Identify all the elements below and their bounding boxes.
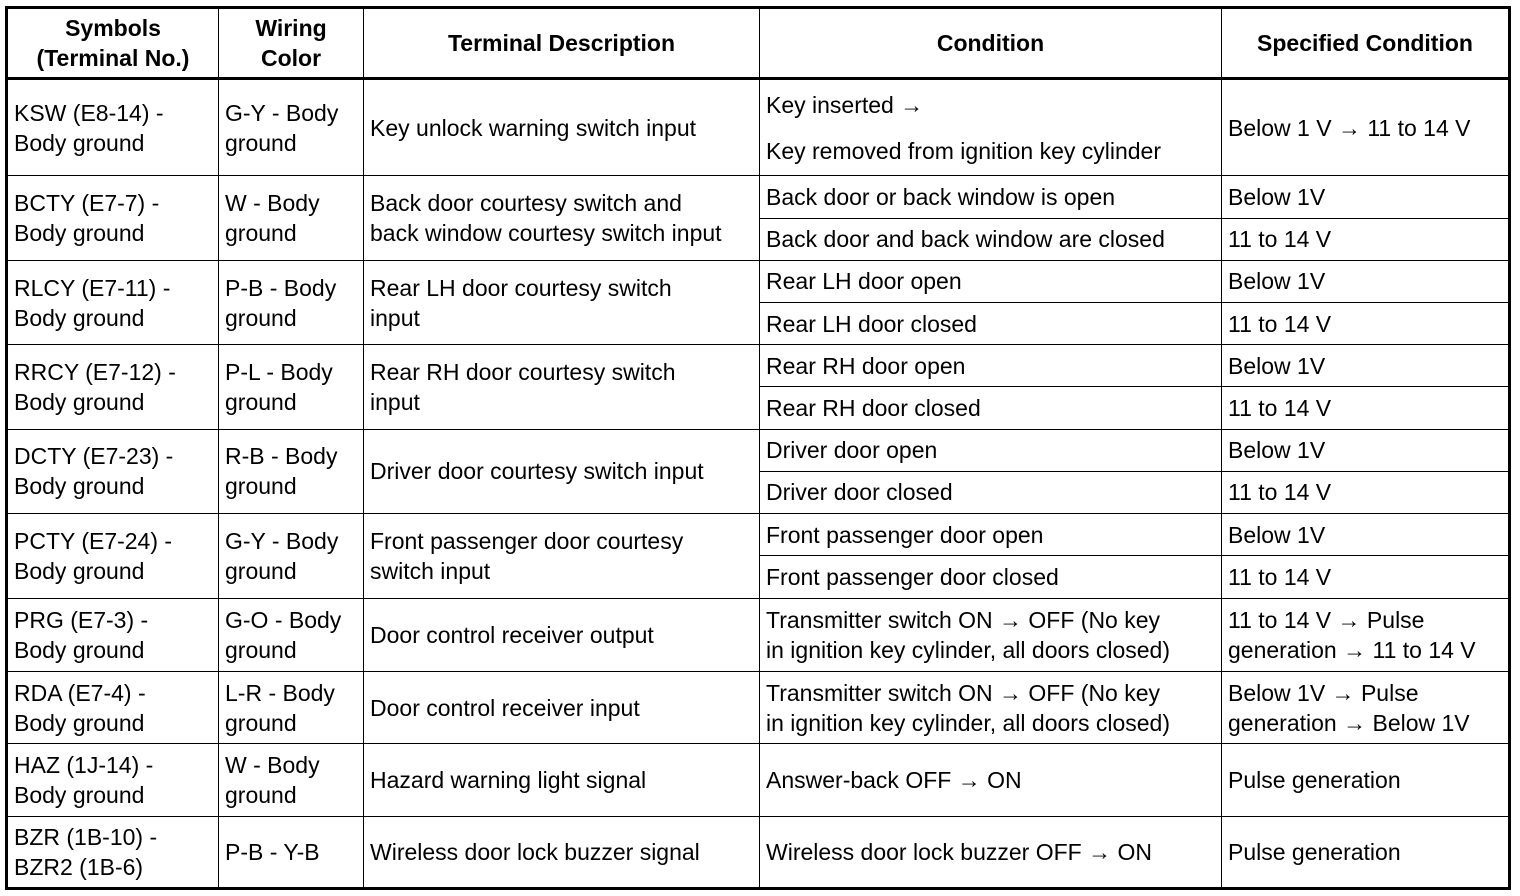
symbol-line-1: RDA (E7-4) -: [14, 679, 146, 706]
symbol-line-2: Body ground: [14, 781, 145, 808]
condition-cell: [760, 429, 1222, 471]
condition-cell: [760, 598, 1222, 671]
symbol-line-2: BZR2 (1B-6): [14, 853, 144, 880]
description-line-2: back window courtesy switch input: [370, 220, 722, 247]
condition-line-2: in ignition key cylinder, all doors closed): [766, 636, 1170, 663]
specified-condition-cell: [1222, 345, 1510, 387]
wiring-color-cell: [219, 598, 364, 671]
symbol-cell: [7, 260, 219, 344]
condition-cell: [760, 744, 1222, 816]
wiring-line-1: G-Y - Body: [225, 527, 339, 554]
specified-condition-cell: [1222, 260, 1510, 302]
wiring-color-cell: [219, 79, 364, 176]
specified-line-1: Below 1V: [1228, 184, 1326, 211]
specified-condition-cell: [1222, 429, 1510, 471]
terminal-description-cell: [364, 816, 760, 888]
description-line-1: Key unlock warning switch input: [370, 114, 696, 141]
wiring-line-2: ground: [225, 709, 297, 736]
condition-line-1: Rear RH door open: [766, 352, 966, 379]
wiring-line-2: ground: [225, 304, 297, 331]
header-condition: Condition: [760, 8, 1222, 79]
condition-cell: [760, 556, 1222, 598]
table-row: [7, 260, 1510, 302]
description-line-1: Driver door courtesy switch input: [370, 458, 704, 485]
symbol-line-1: RRCY (E7-12) -: [14, 358, 176, 385]
table-row: [7, 79, 1510, 176]
condition-line-1: Transmitter switch ON → OFF (No key: [766, 606, 1161, 633]
condition-cell: [760, 387, 1222, 429]
condition-line-2: Key removed from ignition key cylinder: [766, 137, 1161, 164]
symbol-cell: [7, 79, 219, 176]
wiring-color-cell: [219, 671, 364, 743]
symbol-cell: [7, 744, 219, 816]
specified-line-1: Below 1V: [1228, 352, 1326, 379]
table-row: [7, 816, 1510, 888]
symbol-line-1: DCTY (E7-23) -: [14, 443, 174, 470]
symbol-line-2: Body ground: [14, 304, 145, 331]
condition-line-1: Rear RH door closed: [766, 395, 981, 422]
specified-condition-cell: [1222, 176, 1510, 218]
symbol-line-1: BZR (1B-10) -: [14, 823, 158, 850]
condition-cell: [760, 514, 1222, 556]
condition-cell: [760, 345, 1222, 387]
wiring-line-1: W - Body: [225, 751, 320, 778]
wiring-line-1: P-B - Body: [225, 274, 337, 301]
specified-line-1: Below 1 V → 11 to 14 V: [1228, 114, 1471, 141]
specified-line-1: Below 1V: [1228, 268, 1326, 295]
symbol-line-2: Body ground: [14, 220, 145, 247]
specified-condition-cell: [1222, 598, 1510, 671]
header-row: [7, 8, 1510, 79]
condition-cell: [760, 303, 1222, 345]
symbol-line-1: KSW (E8-14) -: [14, 99, 164, 126]
wiring-color-cell: [219, 176, 364, 260]
symbol-cell: [7, 514, 219, 598]
specified-condition-cell: [1222, 471, 1510, 513]
condition-line-1: Front passenger door closed: [766, 563, 1059, 590]
wiring-color-cell: [219, 345, 364, 429]
description-line-1: Front passenger door courtesy: [370, 527, 684, 554]
terminal-description-cell: [364, 744, 760, 816]
wiring-color-cell: [219, 429, 364, 513]
specified-condition-cell: [1222, 303, 1510, 345]
specified-line-1: Below 1V: [1228, 437, 1326, 464]
table-row: [7, 598, 1510, 671]
terminal-spec-table: [5, 6, 1511, 890]
specified-condition-cell: [1222, 514, 1510, 556]
condition-line-1: Rear LH door closed: [766, 310, 977, 337]
wiring-line-2: ground: [225, 220, 297, 247]
condition-cell: [760, 79, 1222, 176]
table-row: [7, 671, 1510, 743]
specified-condition-cell: [1222, 79, 1510, 176]
specified-line-2: generation → 11 to 14 V: [1228, 636, 1476, 663]
wiring-line-2: ground: [225, 781, 297, 808]
symbol-line-1: RLCY (E7-11) -: [14, 274, 171, 301]
specified-condition-cell: [1222, 556, 1510, 598]
wiring-line-1: L-R - Body: [225, 679, 335, 706]
specified-condition-cell: [1222, 816, 1510, 888]
wiring-line-1: P-B - Y-B: [225, 838, 320, 865]
specified-line-1: 11 to 14 V: [1228, 479, 1332, 506]
specified-line-2: generation → Below 1V: [1228, 709, 1470, 736]
symbol-cell: [7, 671, 219, 743]
description-line-1: Door control receiver output: [370, 621, 654, 648]
symbol-cell: [7, 176, 219, 260]
condition-line-1: Front passenger door open: [766, 521, 1044, 548]
header-specified-condition: Specified Condition: [1222, 8, 1510, 79]
condition-cell: [760, 218, 1222, 260]
description-line-2: input: [370, 388, 420, 415]
condition-cell: [760, 671, 1222, 743]
symbol-line-1: PCTY (E7-24) -: [14, 527, 173, 554]
condition-line-1: Key inserted →: [766, 91, 924, 118]
condition-cell: [760, 176, 1222, 218]
wiring-line-1: G-O - Body: [225, 606, 342, 633]
wiring-line-2: ground: [225, 557, 297, 584]
description-line-1: Rear RH door courtesy switch: [370, 358, 676, 385]
table-row: [7, 176, 1510, 218]
terminal-description-cell: [364, 514, 760, 598]
specified-line-1: 11 to 14 V → Pulse: [1228, 606, 1425, 633]
specified-condition-cell: [1222, 218, 1510, 260]
symbol-cell: [7, 816, 219, 888]
specified-line-1: 11 to 14 V: [1228, 226, 1332, 253]
specified-condition-cell: [1222, 744, 1510, 816]
condition-line-1: Back door or back window is open: [766, 184, 1116, 211]
wiring-line-1: R-B - Body: [225, 443, 338, 470]
symbol-line-2: Body ground: [14, 129, 145, 156]
condition-line-1: Driver door closed: [766, 479, 953, 506]
symbol-cell: [7, 598, 219, 671]
description-line-1: Back door courtesy switch and: [370, 190, 682, 217]
table-row: [7, 744, 1510, 816]
wiring-line-2: ground: [225, 636, 297, 663]
wiring-color-cell: [219, 514, 364, 598]
terminal-description-cell: [364, 429, 760, 513]
description-line-1: Hazard warning light signal: [370, 766, 647, 793]
table-row: [7, 345, 1510, 387]
wiring-color-cell: [219, 744, 364, 816]
symbol-line-2: Body ground: [14, 388, 145, 415]
condition-line-2: in ignition key cylinder, all doors closed): [766, 709, 1170, 736]
table-row: [7, 514, 1510, 556]
description-line-2: input: [370, 304, 420, 331]
condition-line-1: Wireless door lock buzzer OFF → ON: [766, 838, 1152, 865]
table-row: [7, 429, 1510, 471]
description-line-2: switch input: [370, 557, 491, 584]
specified-line-1: 11 to 14 V: [1228, 310, 1332, 337]
condition-cell: [760, 471, 1222, 513]
description-line-1: Rear LH door courtesy switch: [370, 274, 672, 301]
wiring-color-cell: [219, 260, 364, 344]
header-wiring-color: Wiring Color: [219, 8, 364, 79]
condition-line-1: Rear LH door open: [766, 268, 962, 295]
terminal-description-cell: [364, 345, 760, 429]
symbol-line-2: Body ground: [14, 636, 145, 663]
symbol-cell: [7, 345, 219, 429]
condition-line-1: Driver door open: [766, 437, 938, 464]
terminal-description-cell: [364, 176, 760, 260]
condition-line-1: Back door and back window are closed: [766, 226, 1165, 253]
wiring-line-2: ground: [225, 473, 297, 500]
specified-line-1: Below 1V: [1228, 521, 1326, 548]
specified-line-1: Below 1V → Pulse: [1228, 679, 1419, 706]
terminal-description-cell: [364, 79, 760, 176]
symbol-line-2: Body ground: [14, 473, 145, 500]
wiring-line-1: P-L - Body: [225, 358, 333, 385]
symbol-cell: [7, 429, 219, 513]
wiring-line-2: ground: [225, 388, 297, 415]
wiring-line-1: W - Body: [225, 190, 320, 217]
specified-line-1: Pulse generation: [1228, 766, 1401, 793]
condition-line-1: Answer-back OFF → ON: [766, 766, 1022, 793]
symbol-line-1: BCTY (E7-7) -: [14, 190, 160, 217]
symbol-line-1: HAZ (1J-14) -: [14, 751, 154, 778]
header-terminal-description: Terminal Description: [364, 8, 760, 79]
wiring-line-2: ground: [225, 129, 297, 156]
symbol-line-1: PRG (E7-3) -: [14, 606, 149, 633]
condition-line-1: Transmitter switch ON → OFF (No key: [766, 679, 1161, 706]
terminal-description-cell: [364, 598, 760, 671]
wiring-color-cell: [219, 816, 364, 888]
condition-cell: [760, 260, 1222, 302]
condition-cell: [760, 816, 1222, 888]
symbol-line-2: Body ground: [14, 557, 145, 584]
specified-line-1: 11 to 14 V: [1228, 395, 1332, 422]
symbol-line-2: Body ground: [14, 709, 145, 736]
header-symbols: Symbols (Terminal No.): [7, 8, 219, 79]
terminal-description-cell: [364, 671, 760, 743]
terminal-description-cell: [364, 260, 760, 344]
specified-line-1: Pulse generation: [1228, 838, 1401, 865]
description-line-1: Wireless door lock buzzer signal: [370, 838, 700, 865]
description-line-1: Door control receiver input: [370, 694, 640, 721]
specified-condition-cell: [1222, 387, 1510, 429]
specified-condition-cell: [1222, 671, 1510, 743]
wiring-line-1: G-Y - Body: [225, 99, 339, 126]
specified-line-1: 11 to 14 V: [1228, 563, 1332, 590]
